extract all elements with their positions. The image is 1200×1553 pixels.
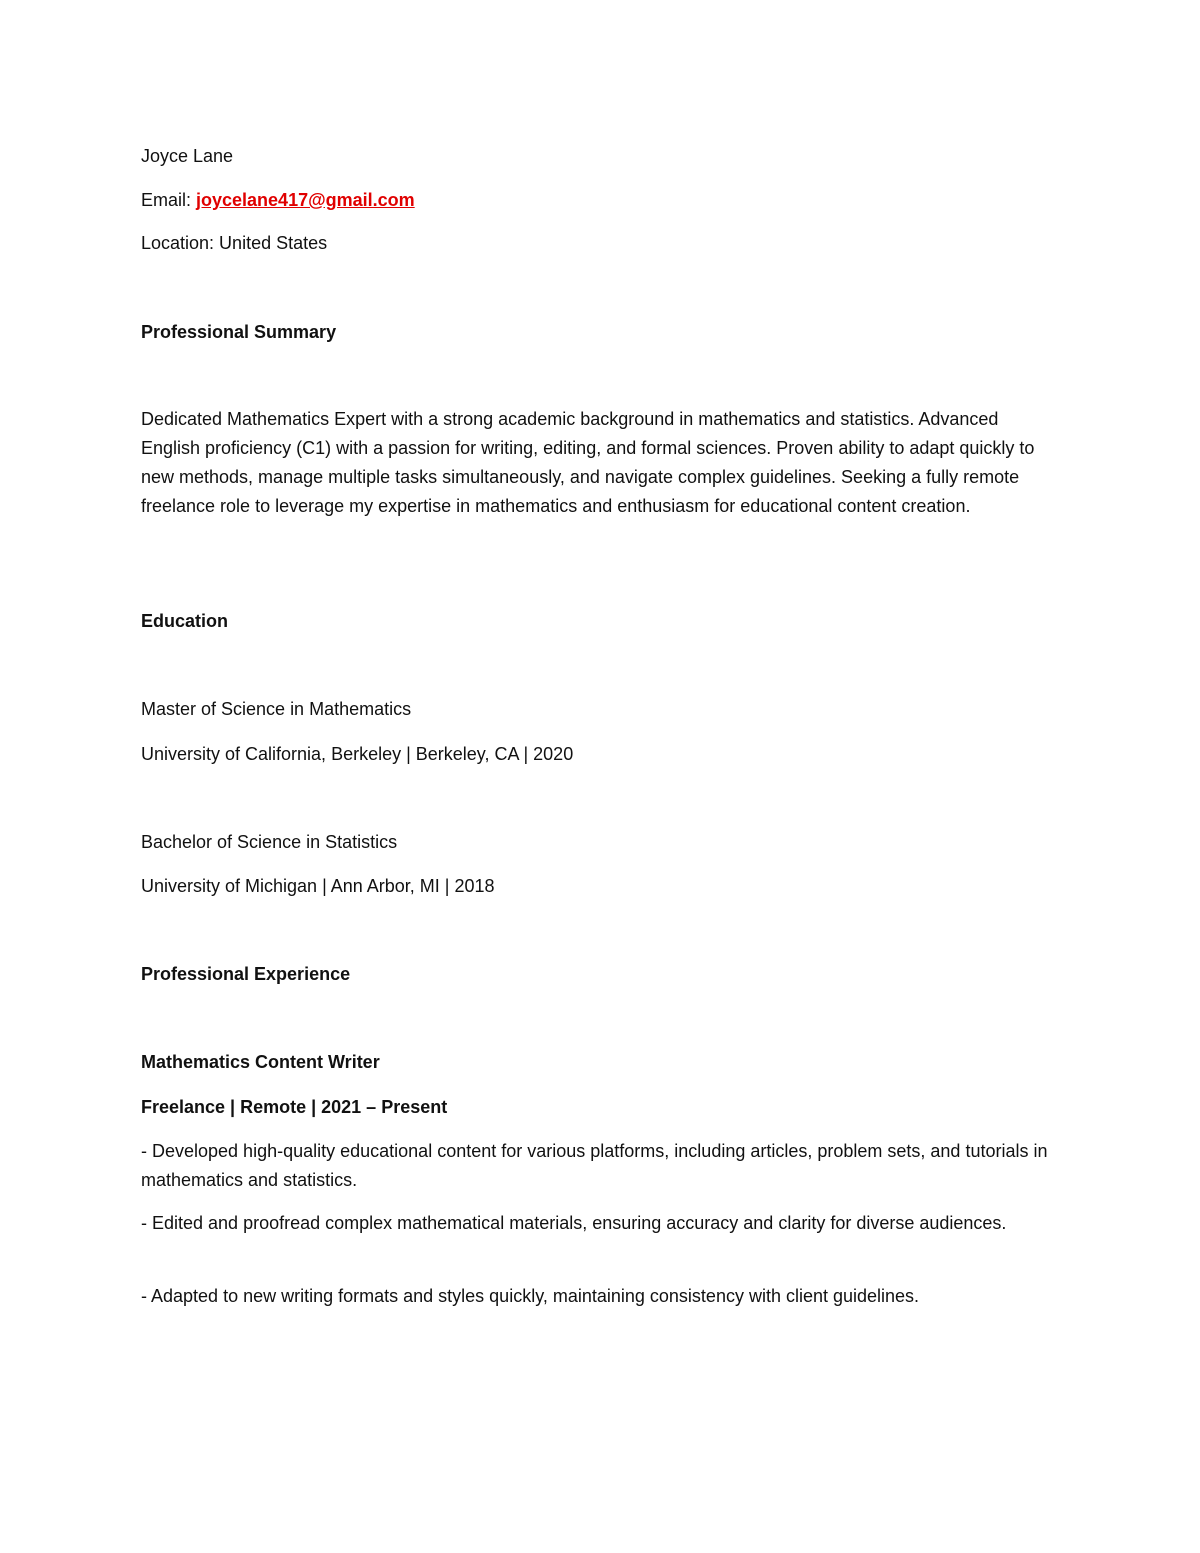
email-label: Email:	[141, 190, 197, 210]
email-link[interactable]: joycelane417@gmail.com	[196, 190, 415, 210]
summary-text: Dedicated Mathematics Expert with a strong academic background in mathematics and statistics. Advanced English proficiency (C1) with a passion for writing, editing, and formal sciences. Proven ability to adapt quickly to new methods, manage multiple tasks simultaneously, and navigate complex guidelines. Seeking a fully remote freelance role to leverage my expertise in mathematics and enthusiasm for educational content creation.	[141, 409, 1035, 516]
job-bullet: - Adapted to new writing formats and styles quickly, maintaining consistency with client guidelines.	[141, 1286, 920, 1306]
education-degree: Master of Science in Mathematics	[141, 699, 412, 719]
location-line: Location: United States	[141, 233, 328, 253]
email-line	[141, 186, 415, 214]
job-bullet: - Developed high-quality educational content for various platforms, including articles, problem sets, and tutorials in mathematics and statistics.	[141, 1141, 1048, 1190]
job-meta: Freelance | Remote | 2021 – Present	[141, 1097, 448, 1117]
candidate-name: Joyce Lane	[141, 146, 234, 166]
education-heading: Education	[141, 611, 229, 631]
education-details: University of California, Berkeley | Berkeley, CA | 2020	[141, 744, 574, 764]
experience-heading: Professional Experience	[141, 964, 351, 984]
summary-heading: Professional Summary	[141, 322, 337, 342]
job-bullet: - Edited and proofread complex mathematical materials, ensuring accuracy and clarity for diverse audiences.	[141, 1213, 1007, 1233]
education-details: University of Michigan | Ann Arbor, MI | 2018	[141, 876, 495, 896]
education-degree: Bachelor of Science in Statistics	[141, 832, 398, 852]
job-title: Mathematics Content Writer	[141, 1052, 380, 1072]
